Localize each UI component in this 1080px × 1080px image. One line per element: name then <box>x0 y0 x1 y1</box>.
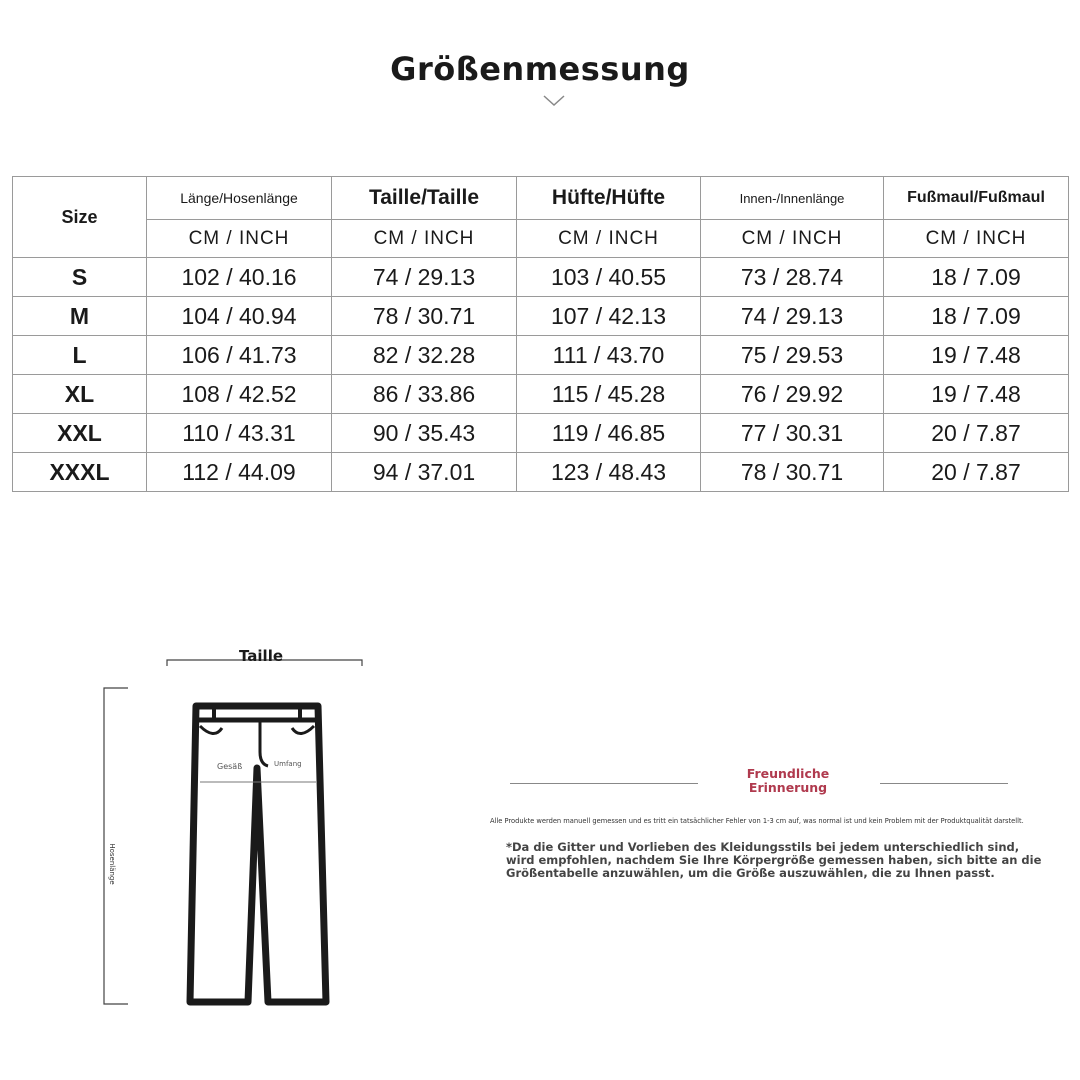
page-title: Größenmessung <box>390 50 690 88</box>
table-cell: 18 / 7.09 <box>884 297 1069 336</box>
table-cell: 103 / 40.55 <box>517 258 701 297</box>
size-table-container <box>12 176 1069 492</box>
size-cell: M <box>13 297 147 336</box>
table-header-row <box>13 177 1069 220</box>
size-column-header: Size <box>13 177 147 258</box>
unit-label: CM / INCH <box>884 220 1069 258</box>
table-row <box>13 336 1069 375</box>
size-table <box>12 176 1069 492</box>
table-cell: 106 / 41.73 <box>147 336 332 375</box>
table-cell: 102 / 40.16 <box>147 258 332 297</box>
size-cell: S <box>13 258 147 297</box>
reminder-title: Freundliche Erinnerung <box>746 766 830 795</box>
table-row <box>13 375 1069 414</box>
divider <box>510 783 698 784</box>
size-cell: XXL <box>13 414 147 453</box>
unit-label: CM / INCH <box>147 220 332 258</box>
table-cell: 86 / 33.86 <box>332 375 517 414</box>
circumference-label: Umfang <box>274 760 302 768</box>
divider <box>880 783 1008 784</box>
table-cell: 107 / 42.13 <box>517 297 701 336</box>
table-cell: 74 / 29.13 <box>332 258 517 297</box>
table-cell: 108 / 42.52 <box>147 375 332 414</box>
unit-label: CM / INCH <box>517 220 701 258</box>
table-cell: 104 / 40.94 <box>147 297 332 336</box>
table-cell: 74 / 29.13 <box>701 297 884 336</box>
table-cell: 20 / 7.87 <box>884 453 1069 492</box>
table-row <box>13 453 1069 492</box>
unit-label: CM / INCH <box>332 220 517 258</box>
table-cell: 19 / 7.48 <box>884 336 1069 375</box>
table-cell: 18 / 7.09 <box>884 258 1069 297</box>
table-row <box>13 297 1069 336</box>
table-cell: 94 / 37.01 <box>332 453 517 492</box>
table-cell: 20 / 7.87 <box>884 414 1069 453</box>
column-header-hip: Hüfte/Hüfte <box>517 177 701 220</box>
table-cell: 73 / 28.74 <box>701 258 884 297</box>
unit-row <box>13 220 1069 258</box>
size-cell: XL <box>13 375 147 414</box>
table-cell: 78 / 30.71 <box>332 297 517 336</box>
measurement-note: Alle Produkte werden manuell gemessen und es tritt ein tatsächlicher Fehler von 1-3 cm auf, was normal ist und kein Problem mit der Produktqualität darstellt. <box>490 817 1024 825</box>
table-cell: 119 / 46.85 <box>517 414 701 453</box>
waist-label: Taille <box>238 647 284 665</box>
unit-label: CM / INCH <box>701 220 884 258</box>
table-cell: 110 / 43.31 <box>147 414 332 453</box>
pants-outline-icon <box>96 640 386 1020</box>
table-cell: 112 / 44.09 <box>147 453 332 492</box>
table-cell: 75 / 29.53 <box>701 336 884 375</box>
pants-diagram <box>96 640 386 1020</box>
table-cell: 111 / 43.70 <box>517 336 701 375</box>
size-cell: XXXL <box>13 453 147 492</box>
column-header-leg-opening: Fußmaul/Fußmaul <box>884 177 1069 220</box>
table-row <box>13 414 1069 453</box>
chevron-down-icon <box>542 94 566 108</box>
column-header-inseam: Innen-/Innenlänge <box>701 177 884 220</box>
table-cell: 123 / 48.43 <box>517 453 701 492</box>
column-header-length: Länge/Hosenlänge <box>147 177 332 220</box>
table-cell: 78 / 30.71 <box>701 453 884 492</box>
size-advice-note: *Da die Gitter und Vorlieben des Kleidungsstils bei jedem unterschiedlich sind, wird empfohlen, nachdem Sie Ihre Körpergröße gemessen haben, sich bitte an die Größentabelle anzuwählen, um die Größe auszuwählen, die zu Ihnen passt. <box>506 840 1042 880</box>
column-header-waist: Taille/Taille <box>332 177 517 220</box>
table-cell: 76 / 29.92 <box>701 375 884 414</box>
table-cell: 19 / 7.48 <box>884 375 1069 414</box>
hip-label: Gesäß <box>217 762 243 771</box>
table-cell: 82 / 32.28 <box>332 336 517 375</box>
size-cell: L <box>13 336 147 375</box>
table-cell: 77 / 30.31 <box>701 414 884 453</box>
table-cell: 115 / 45.28 <box>517 375 701 414</box>
table-cell: 90 / 35.43 <box>332 414 517 453</box>
length-label: Hosenlänge <box>108 843 116 885</box>
table-row <box>13 258 1069 297</box>
